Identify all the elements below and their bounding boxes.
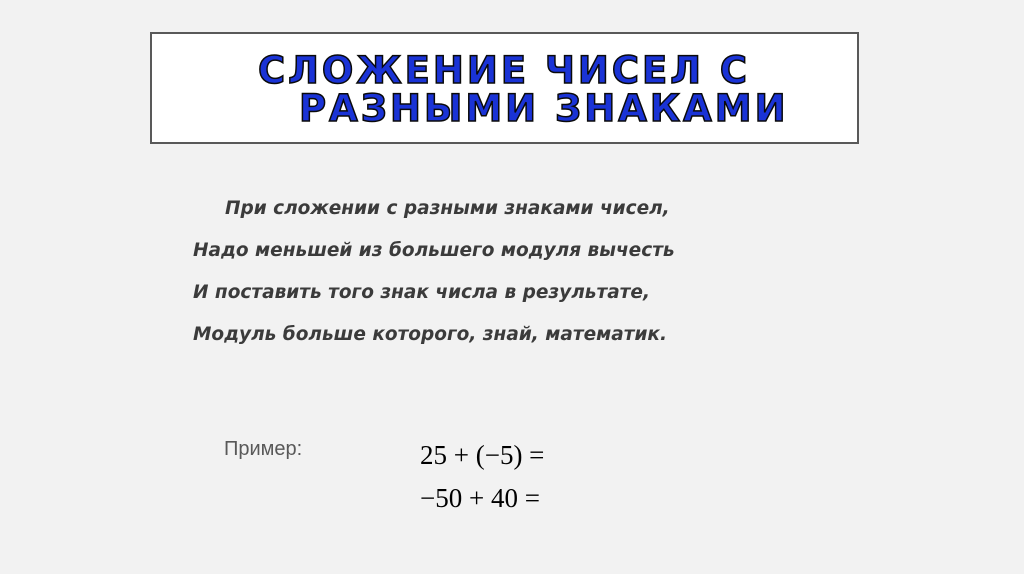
example-expression: −50 + 40 = bbox=[420, 483, 540, 513]
example-label: Пример: bbox=[224, 438, 303, 460]
slide-title-line-2: РАЗНЫМИ ЗНАКАМИ bbox=[299, 87, 789, 130]
verse-line: Модуль больше которого, знай, математик. bbox=[193, 324, 668, 345]
slide-title-line-1: СЛОЖЕНИЕ ЧИСЕЛ С bbox=[258, 49, 751, 92]
verse-line: И поставить того знак числа в результате, bbox=[193, 282, 650, 303]
example-expression: 25 + (−5) = bbox=[420, 440, 545, 470]
verse-line: При сложении с разными знаками чисел, bbox=[225, 198, 670, 219]
slide-title-box bbox=[150, 32, 859, 144]
verse-line: Надо меньшей из большего модуля вычесть bbox=[193, 240, 675, 261]
